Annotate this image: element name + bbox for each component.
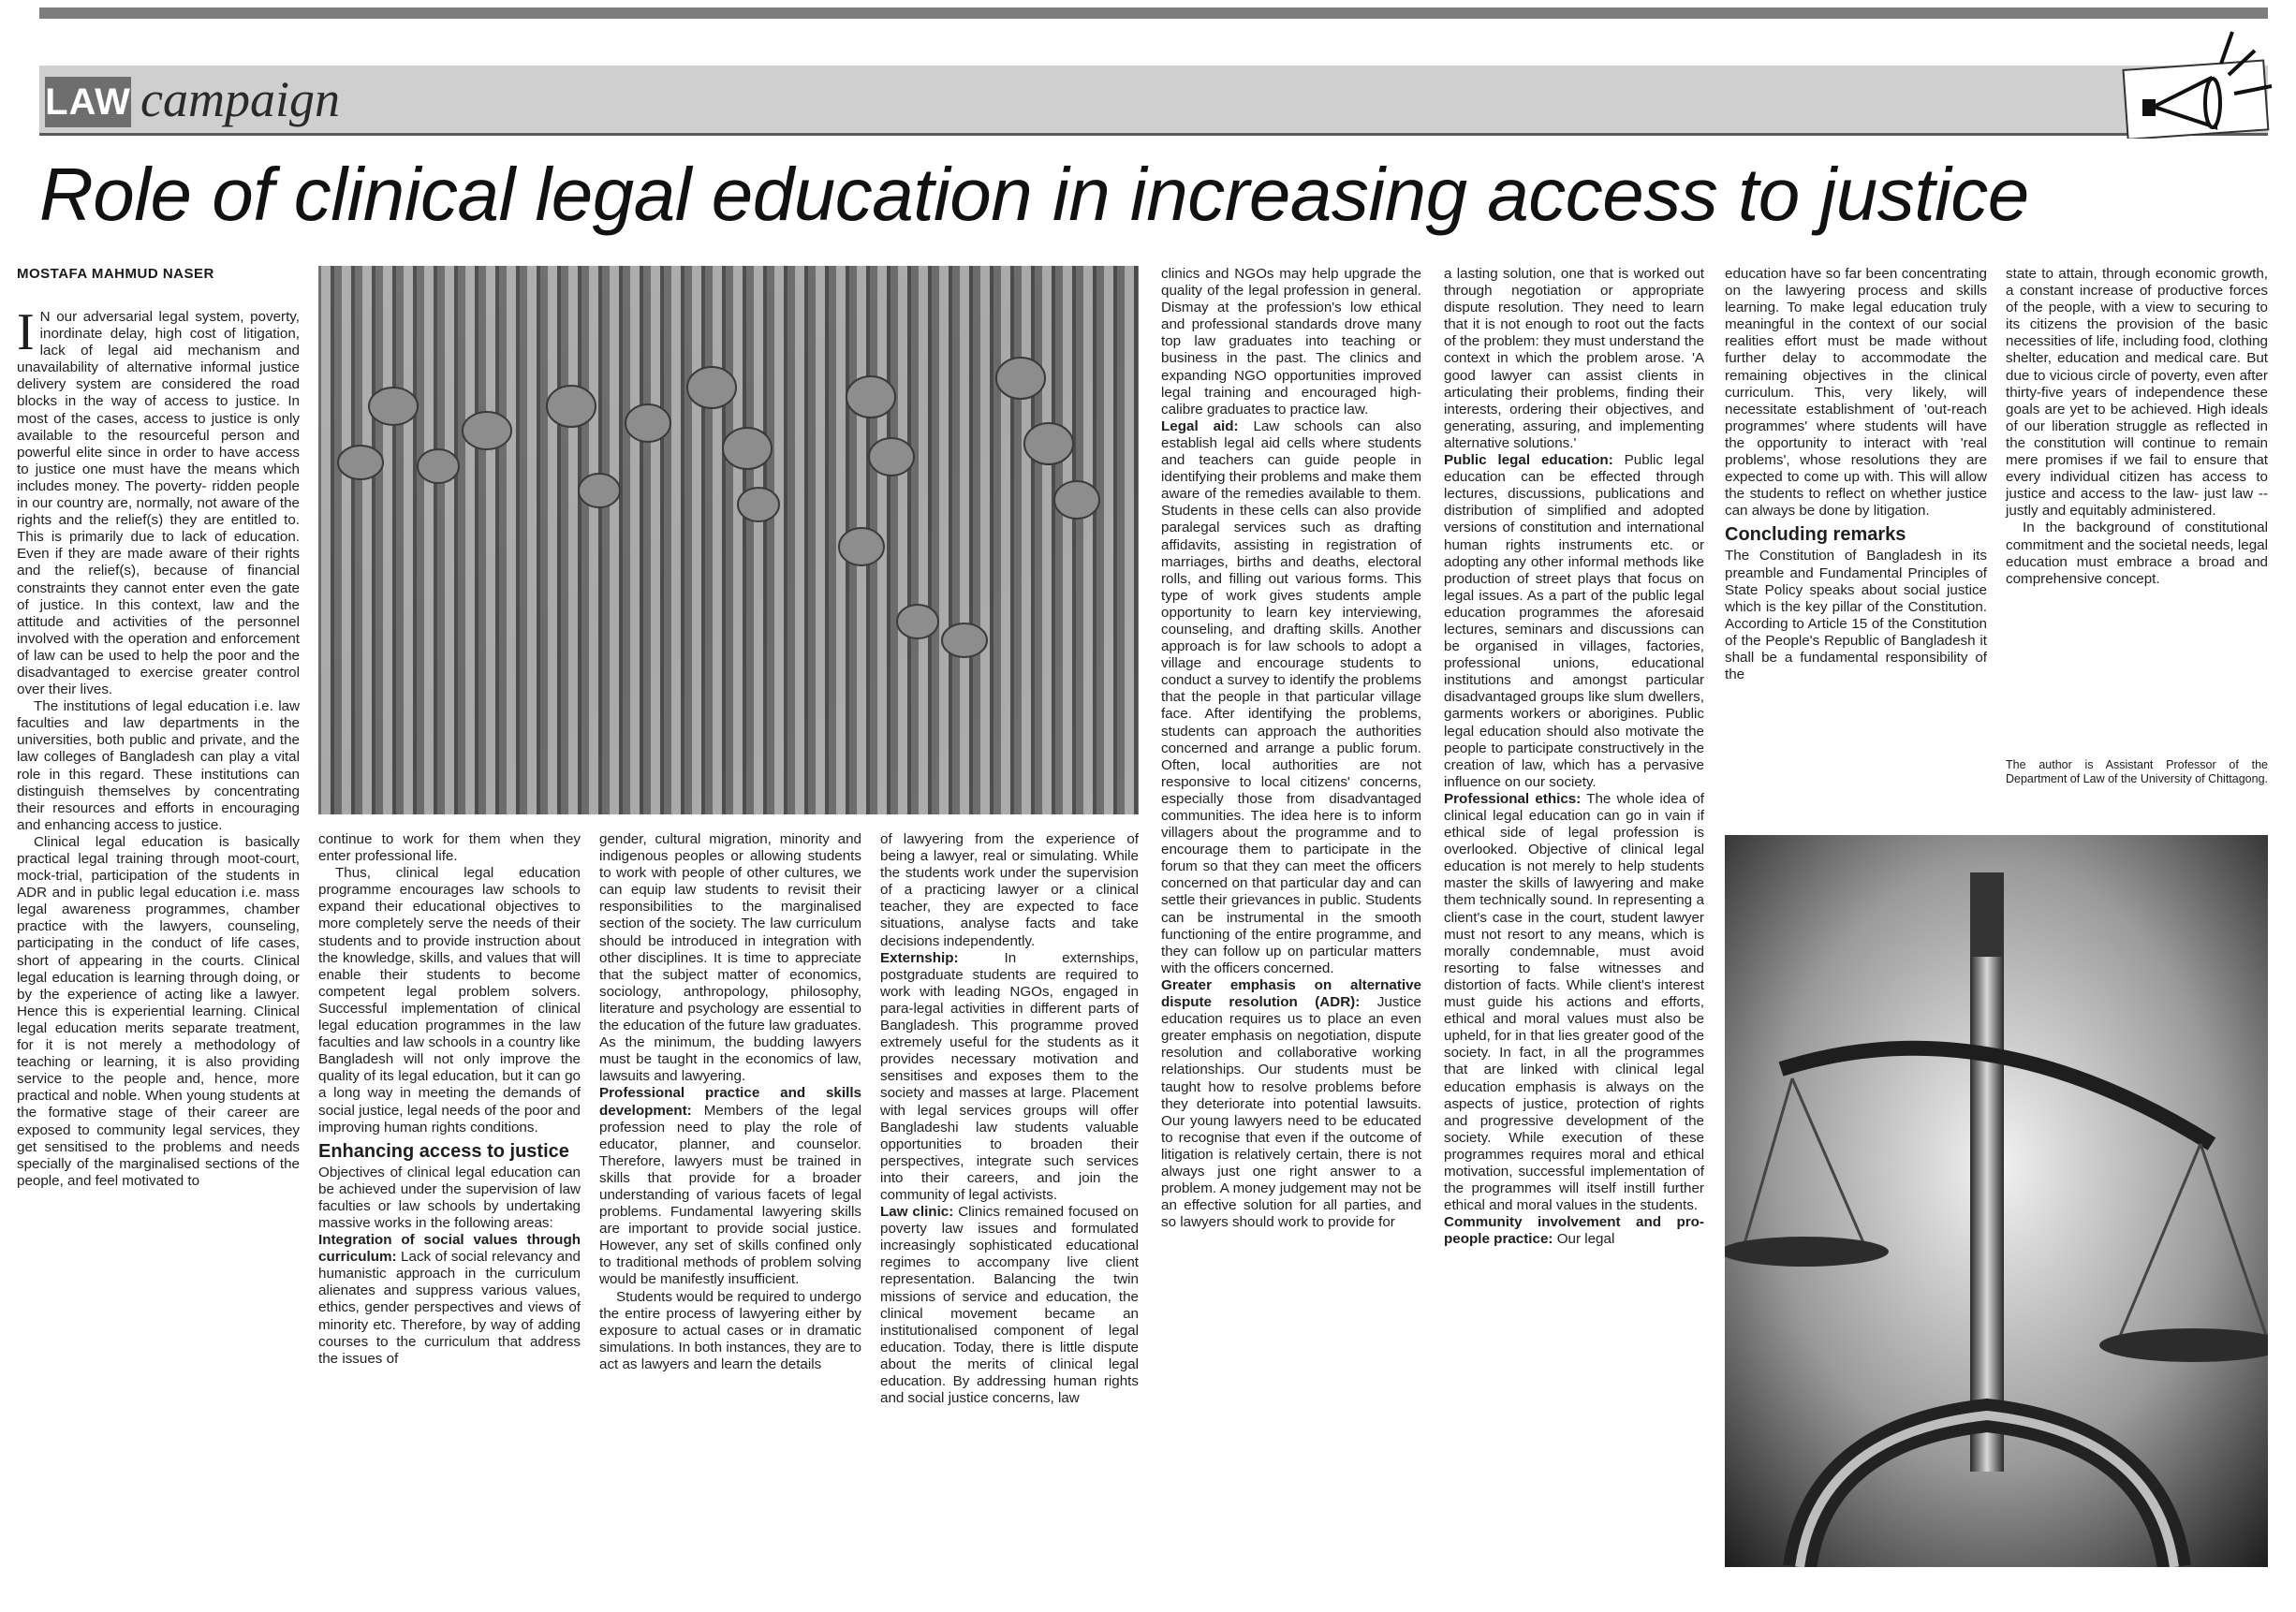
col2-paragraph-4: Lack of social relevancy and humanistic approach in the curriculum alienates and suppress various values, ethics, gender perspectives and views of minority etc. Therefore, by way of adding courses to the curriculum that address the issues of (318, 1249, 581, 1367)
col1-paragraph-3: Clinical legal education is basically practical legal training through moot-court, mock-trial, participation of the students in ADR and in public legal education i.e. mass legal awareness programmes, chamber practice with the lawyers, counseling, participating in the conduct of life cases, short of appearing in the courts. Clinical legal education is learning through doing, or by the experience of acting like a lawyer. Hence this is experiential learning. Clinical legal education merits separate treatment, for it is not merely a methodology of teaching or learning, it is also providing service to the people and, hence, more practical and noble. When young students at the formative stage of their career are exposed to community legal services, they get sensitised to the problems and needs specially of the marginalised sections of the people, and feel motivated to (17, 833, 300, 1189)
section-campaign-label: campaign (140, 71, 340, 127)
col5-paragraph-1: clinics and NGOs may help upgrade the quality of the legal profession in general. Dismay at the profession's low ethical and professional standards drove many top law graduates into teaching or business in the past. The clinics and expanding NGO opportunities improved legal training and encouraged high-calibre graduates to practice law. (1161, 266, 1421, 418)
column-8 (2006, 266, 2268, 588)
col8-paragraph-2: In the background of constitutional commitment and the societal needs, legal education must embrace a broad and comprehensive concept. (2006, 520, 2268, 587)
col4-paragraph-2: In externships, postgraduate students are required to work with leading NGOs, engaged in para-legal activities in different parts of Bangladesh. This programme proved extremely useful for the students as it provides necessary motivation and sensitises and exposes them to the society and masses at large. Placement with legal services groups will offer Bangladeshi law students valuable opportunities to broaden their perspectives, integrate such services into their careers, and join the community of legal activists. (880, 949, 1139, 1203)
headline: Role of clinical legal education in increasing access to justice (39, 153, 2029, 236)
megaphone-icon (2097, 17, 2275, 139)
column-6 (1444, 266, 1704, 1248)
drop-cap: I (17, 303, 35, 361)
col2-bold-lead: Integration of social values through curriculum: (318, 1232, 581, 1266)
col3-bold-lead: Professional practice and skills development: (599, 1085, 861, 1119)
photo-scales-of-justice (1725, 835, 2268, 1567)
col4-paragraph-1: of lawyering from the experience of being a lawyer, real or simulating. While the students work under the supervision of a practicing lawyer or a clinical teacher, they are expected to face situations, analyse facts and take decisions independently. (880, 831, 1139, 949)
col4-bold-law-clinic: Law clinic: (880, 1204, 954, 1221)
column-7 (1725, 266, 1987, 683)
col5-paragraph-2: Law schools can also establish legal aid cells where students and teachers can guide people in identifying their problems and make them aware of the remedies available to them. Students in these cells can also provide paralegal services such as drafting affidavits, assisting in registration of marriages, births and deaths, electoral rolls, and filling out various forms. This type of work gives students ample opportunity to learn key interviewing, counseling, and drafting skills. Another approach is for law schools to adopt a village and encourage students to conduct a survey to identify the problems that the people in that particular village face. After identifying the problems, students can approach the authorities concerned and arrange a public forum. Often, local authorities are not responsive to local citizens' concerns, especially those from disadvantaged communities. The idea here is to inform villagers about the programme and to encourage them to participate in the forum so that they can meet the officers concerned on that particular day and can settle their grievances in public. Students can be instrumental in the smooth functioning of the entire programme, and they can follow up on particular matters with the officers concerned. (1161, 418, 1421, 976)
column-1 (17, 303, 300, 1190)
col8-paragraph-1: state to attain, through economic growth, a constant increase of productive forces of the people, with a view to securing to its citizens the provision of the basic necessities of life, including food, clothing shelter, education and medical care. But due to vicious circle of poverty, even after thirty-five years of independence these goals are yet to be achieved. High ideals of our liberation struggle as reflected in the constitution will continue to remain mere promises if we fail to ensure that every individual citizen has access to justice and access to the law- just law -- justly and equitably administered. (2006, 266, 2268, 520)
col1-paragraph-1: N our adversarial legal system, poverty, inordinate delay, high cost of litigation, lack of legal aid mechanism and unavailability of alternative informal justice delivery system are considered the road blocks in the way of access to justice. In most of the cases, access to justice is only available to the resourceful person and powerful elite since in order to have access to justice one must have the means which includes money. The poverty- ridden people in our country are, normally, not aware of the rights and the relief(s) they are entitled to. This is primarily due to lack of education. Even if they are made aware of their rights and the relief(s), because of financial constraints they cannot enter even the gate of justice. In this context, law and the attitude and activities of the personnel involved with the operation and enforcement of law can be used to help the poor and the disadvantaged to exercise greater control over their lives. (17, 309, 300, 698)
column-4 (880, 831, 1139, 1407)
col3-paragraph-3: Students would be required to undergo the entire process of lawyering either by exposure to actual cases or in dramatic simulations. In both instances, they are to act as lawyers and learn the details (599, 1288, 861, 1372)
col6-paragraph-4: Our legal (1553, 1231, 1615, 1248)
col6-paragraph-1: a lasting solution, one that is worked out through negotiation or appropriate dispute resolution. They need to learn that it is not enough to root out the facts of the problem: they must understand the context in which the problem arose. 'A good lawyer can assist clients in articulating their problems, finding their interests, ordering their objectives, and generating, assuring, and implementing alternative solutions.' (1444, 266, 1704, 451)
col2-paragraph-1: continue to work for them when they enter professional life. (318, 831, 581, 865)
photo-hands-on-bars (318, 266, 1139, 814)
col4-paragraph-3: Clinics remained focused on poverty law issues and formulated increasingly sophisticated educational regimes to accompany live client representation. Balancing the twin missions of service and education, the clinical movement became an institutionalised component of legal education. Today, there is little dispute about the merits of clinical legal education. By addressing human rights and social justice concerns, law (880, 1204, 1139, 1407)
col7-paragraph-1: education have so far been concentrating on the lawyering process and skills learning. To make legal education truly meaningful in the context of our social realities effort must be made without further delay to accommodate the remaining objectives in the clinical curriculum. This, very likely, will necessitate establishment of 'out-reach programmes' where students will have the opportunity to interact with 'real problems', whose resolutions they are expected to come up with. This will allow the students to reflect on whether justice can always be done by litigation. (1725, 266, 1987, 520)
column-2 (318, 831, 581, 1368)
column-5 (1161, 266, 1421, 1231)
col6-bold-public-legal-education: Public legal education: (1444, 452, 1613, 469)
col5-bold-adr: Greater emphasis on alternative dispute resolution (ADR): (1161, 976, 1421, 1011)
col1-paragraph-2: The institutions of legal education i.e. law faculties and law departments in the universities, both public and private, and the law colleges of Bangladesh can play a vital role in this regard. These institutions can distinguish themselves by concentrating their resources and efforts in encouraging and enhancing access to justice. (17, 698, 300, 833)
col5-paragraph-3: Justice education requires us to place an even greater emphasis on negotiation, dispute resolution and collaborative working relationships. Our students must be taught how to resolve problems before they deteriorate into potential lawsuits. Our young lawyers need to be educated to recognise that even if the outcome of litigation is relatively certain, there is not always just one right answer to a problem. A money judgement may not be an effective solution for all parties, and so lawyers should work to provide for (1161, 994, 1421, 1231)
col6-paragraph-2: Public legal education can be effected through lectures, discussions, publications and distribution of simplified and adopted versions of constitution and international human rights instruments etc. or adopting any other informal methods like production of street plays that focus on legal issues. As a part of the public legal education programmes the aforesaid lectures, seminars and discussions can be organised in villages, factories, professional unions, educational institutions and amongst particular disadvantaged groups like slum dwellers, garments workers or aborigines. Public legal education should also motivate the people to participate constructively in the creation of law, which has a pervasive influence on our society. (1444, 452, 1704, 790)
subhead-concluding-remarks: Concluding remarks (1725, 524, 1906, 546)
col6-bold-professional-ethics: Professional ethics: (1444, 790, 1582, 807)
section-law-label: LAW (45, 77, 131, 127)
byline: MOSTAFA MAHMUD NASER (17, 266, 214, 282)
col2-paragraph-3: Objectives of clinical legal education can be achieved under the supervision of law faculties or law schools by undertaking massive works in the following areas: (318, 1164, 581, 1231)
col5-bold-legal-aid: Legal aid: (1161, 418, 1239, 434)
col6-bold-community: Community involvement and pro-people practice: (1444, 1214, 1704, 1248)
col3-paragraph-2: Members of the legal profession need to play the role of educator, planner, and counselor. Therefore, lawyers must be trained in skills that provide for a broader understanding of various facets of legal problems. Fundamental lawyering skills are important to provide social justice. However, any set of skills confined only to traditional methods of problem solving would be manifestly insufficient. (599, 1102, 861, 1288)
subhead-enhancing-access: Enhancing access to justice (318, 1140, 569, 1162)
col7-paragraph-2: The Constitution of Bangladesh in its preamble and Fundamental Principles of State Policy speaks about social justice which is the key pillar of the Constitution. According to Article 15 of the Constitution of the People's Republic of Bangladesh it shall be a fundamental responsibility of the (1725, 548, 1987, 683)
section-band (39, 66, 2268, 136)
col2-paragraph-2: Thus, clinical legal education programme encourages law schools to expand their educational objectives to more completely serve the needs of their students and to provide instruction about the knowledge, skills, and values that will enable their students to become competent legal problem solvers. Successful implementation of clinical legal education programmes in the law faculties and law schools in a country like Bangladesh will not only improve the quality of its legal education, but it can go a long way in meeting the demands of social justice, legal needs of the poor and improving human rights conditions. (318, 865, 581, 1136)
author-note: The author is Assistant Professor of the Department of Law of the University of Chittagong. (2006, 758, 2269, 785)
col6-paragraph-3: The whole idea of clinical legal education can go in vain if ethical side of legal profession is overlooked. Objective of clinical legal education is not merely to help students master the skills of lawyering and make them technically sound. In representing a client's case in the court, student lawyer must not resort to any means, which is morally condemnable, must avoid resorting to false witnesses and distortion of facts. While client's interest must guide his actions and efforts, ethical and moral values must also be upheld, for in that lies greater good of the society. In fact, in all the programmes that are linked with clinical legal education emphasis is always on the aspects of justice, protection of rights and progressive development of the society. While execution of these programmes requires moral and ethical motivation, successful implementation of the programmes will itself instill further ethical and moral values in the students. (1444, 790, 1704, 1214)
top-rule (39, 7, 2268, 19)
column-3 (599, 831, 861, 1373)
col3-paragraph-1: gender, cultural migration, minority and indigenous peoples or allowing students to work with people of other cultures, we can equip law students to revisit their responsibilities to the marginalised section of the society. The law curriculum should be introduced in integration with other disciplines. It is time to appreciate that the subject matter of economics, sociology, anthropology, philosophy, literature and psychology are essential to the education of the future law graduates. As the minimum, the budding lawyers must be taught in the economics of law, lawsuits and lawyering. (599, 831, 861, 1085)
col4-bold-externship: Externship: (880, 949, 959, 966)
